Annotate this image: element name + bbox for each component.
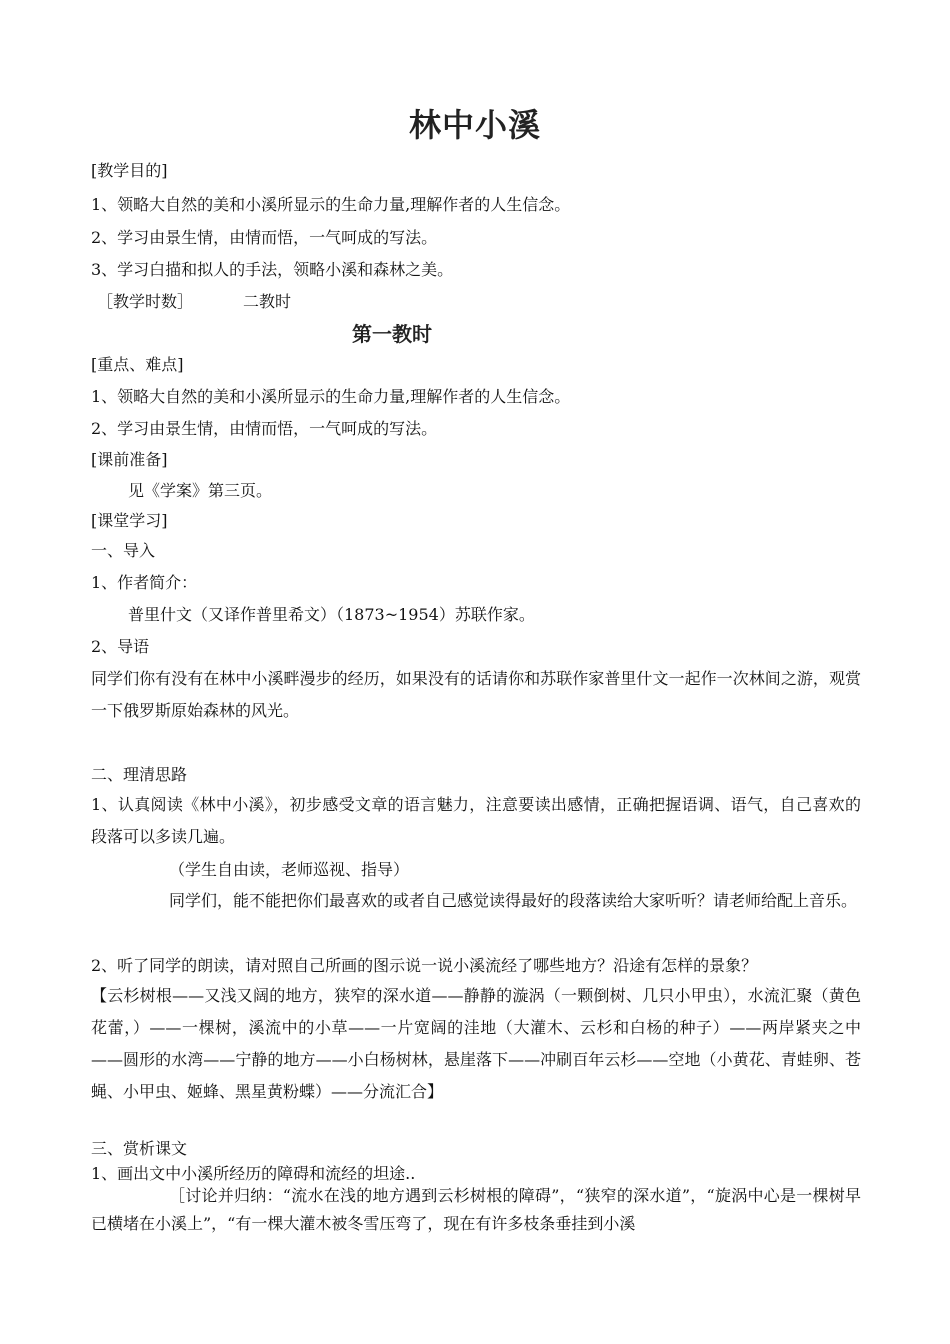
teaching-hours-label: ［教学时数］ [97,292,194,311]
section-intro-title: 一、导入 [91,541,156,560]
outline-step2-answer: 【云杉树根——又浅又阔的地方，狭窄的深水道——静静的漩涡（一颗倒树、几只小甲虫），水流汇聚（黄色花蕾，）——一棵树，溪流中的小草——一片宽阔的洼地（大灌木、云杉和白杨的种子）——两岸紧夹之中——圆形的水湾——宁静的地方——小白杨树林，悬崖落下——冲刷百年云杉——空地（小黄花、青蛙卵、苍蝇、小甲虫、姬蜂、黑星黄粉蝶）——分流汇合】 [91,986,861,1101]
key-point-item: 2、学习由景生情，由情而悟，一气呵成的写法。 [91,419,438,438]
document-title: 林中小溪 [408,106,541,144]
key-point-item: 1、领略大自然的美和小溪所显示的生命力量,理解作者的人生信念。 [91,387,571,406]
class-header: [课堂学习] [91,511,168,530]
author-text: 普里什文（又译作普里希文）（1873~1954）苏联作家。 [128,605,535,624]
appreciate-discussion: ［讨论并归纳：“流水在浅的地方遇到云杉树根的障碍”，“狭窄的深水道”，“旋涡中心是一棵树早已横堵在小溪上”，“有一棵大灌木被冬雪压弯了，现在有许多枝条垂挂到小溪 [91,1186,861,1233]
key-points-header: [重点、难点] [91,355,184,374]
prep-text: 见《学案》第三页。 [128,481,273,500]
appreciate-step1: 1、画出文中小溪所经历的障碍和流经的坦途.. [91,1164,416,1183]
objective-item: 3、学习白描和拟人的手法，领略小溪和森林之美。 [91,260,454,279]
objectives-header: [教学目的] [91,161,168,180]
teaching-hours-value: 二教时 [243,292,292,311]
outline-step1: 1、认真阅读《林中小溪》，初步感受文章的语言魅力，注意要读出感情，正确把握语调、语气，自己喜欢的段落可以多读几遍。 [91,795,861,846]
outline-step1-prompt: 同学们，能不能把你们最喜欢的或者自己感觉读得最好的段落读给大家听听？请老师给配上音乐。 [169,891,858,910]
outline-step2: 2、听了同学的朗读，请对照自己所画的图示说一说小溪流经了哪些地方？沿途有怎样的景象？ [91,956,758,975]
objective-item: 1、领略大自然的美和小溪所显示的生命力量,理解作者的人生信念。 [91,195,571,214]
lead-text: 同学们你有没有在林中小溪畔漫步的经历，如果没有的话请你和苏联作家普里什文一起作一次林间之游，观赏一下俄罗斯原始森林的风光。 [91,669,861,720]
objective-item: 2、学习由景生情，由情而悟，一气呵成的写法。 [91,228,438,247]
author-label: 1、作者简介： [91,573,198,592]
section-appreciate-title: 三、赏析课文 [91,1139,188,1158]
lead-label: 2、导语 [91,637,150,656]
section-outline-title: 二、理清思路 [91,765,188,784]
prep-header: [课前准备] [91,450,168,469]
teaching-hours [97,291,291,313]
lesson-heading: 第一教时 [352,322,432,346]
outline-step1-note: （学生自由读，老师巡视、指导） [169,860,410,879]
